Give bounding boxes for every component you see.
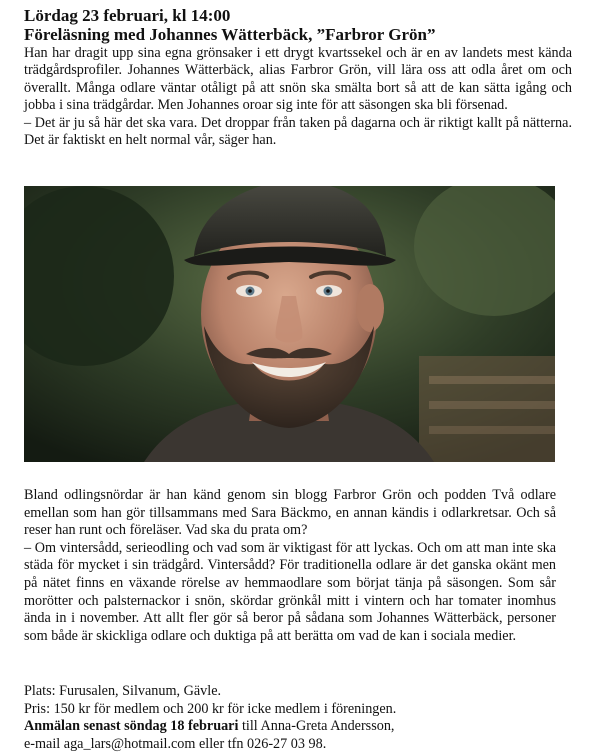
body-paragraph-2: – Om vintersådd, serieodling och vad som är viktigast för att lyckas. Och om att man inte ska städa för mycket i sin trädgård. Vintersådd? För traditionella odlare är det ganska okänt men på nätet finns en växande rörelse av hemmaodlare som börjat tänja på säsongen. Som sår morötter och palsternackor i snön, skördar grönkål mitt i vintern och har tomater inomhus ända in i november. Att allt fler gör så beror på sådana som Johannes Wätterbäck, personer som både är skickliga odlare och duktiga på att berätta om vad de kan i sociala medier. [24,539,556,644]
signup-deadline: Anmälan senast söndag 18 februari [24,718,239,735]
signup-contact-person: till Anna-Greta Andersson, [238,718,395,735]
event-price: Pris: 150 kr för medlem och 200 kr för icke medlem i föreningen. [24,700,397,717]
event-signup [24,718,564,736]
intro-quote: – Det är ju så här det ska vara. Det droppar från taken på dagarna och är riktigt kallt på nätterna. Det är faktiskt en helt normal vår, säger han. [24,114,572,149]
body-paragraph-1: Bland odlingsnördar är han känd genom sin blogg Farbror Grön och podden Två odlare emellan som han gör tillsammans med Sara Bäckmo, en annan kändis i odlarkretsar. Och så reser han runt och föreläser. Vad ska du prata om? [24,487,556,539]
portrait-photo-illustration [24,186,555,462]
intro-paragraph: Han har dragit upp sina egna grönsaker i ett drygt kvartssekel och är en av landets mest kända trädgårdsprofiler. Johannes Wätterbäck, alias Farbror Grön, vill lära oss att odla året om och överallt. Många odlare väntar otåligt på att snön ska smälta bort så att de kan sätta igång och jobba i sina trädgårdar. Men Johannes oroar sig inte för att säsongen ska bli försenad. [24,45,572,114]
article-title: Föreläsning med Johannes Wätterbäck, ”Farbror Grön” [24,25,436,44]
article-body [24,487,556,645]
event-date-time: Lördag 23 februari, kl 14:00 [24,6,231,25]
event-contact: e-mail aga_lars@hotmail.com eller tfn 026-27 03 98. [24,735,327,752]
intro-text [24,45,572,149]
portrait-photo [24,186,555,462]
article-header [24,6,572,149]
event-info [24,683,564,753]
event-place: Plats: Furusalen, Silvanum, Gävle. [24,683,222,699]
